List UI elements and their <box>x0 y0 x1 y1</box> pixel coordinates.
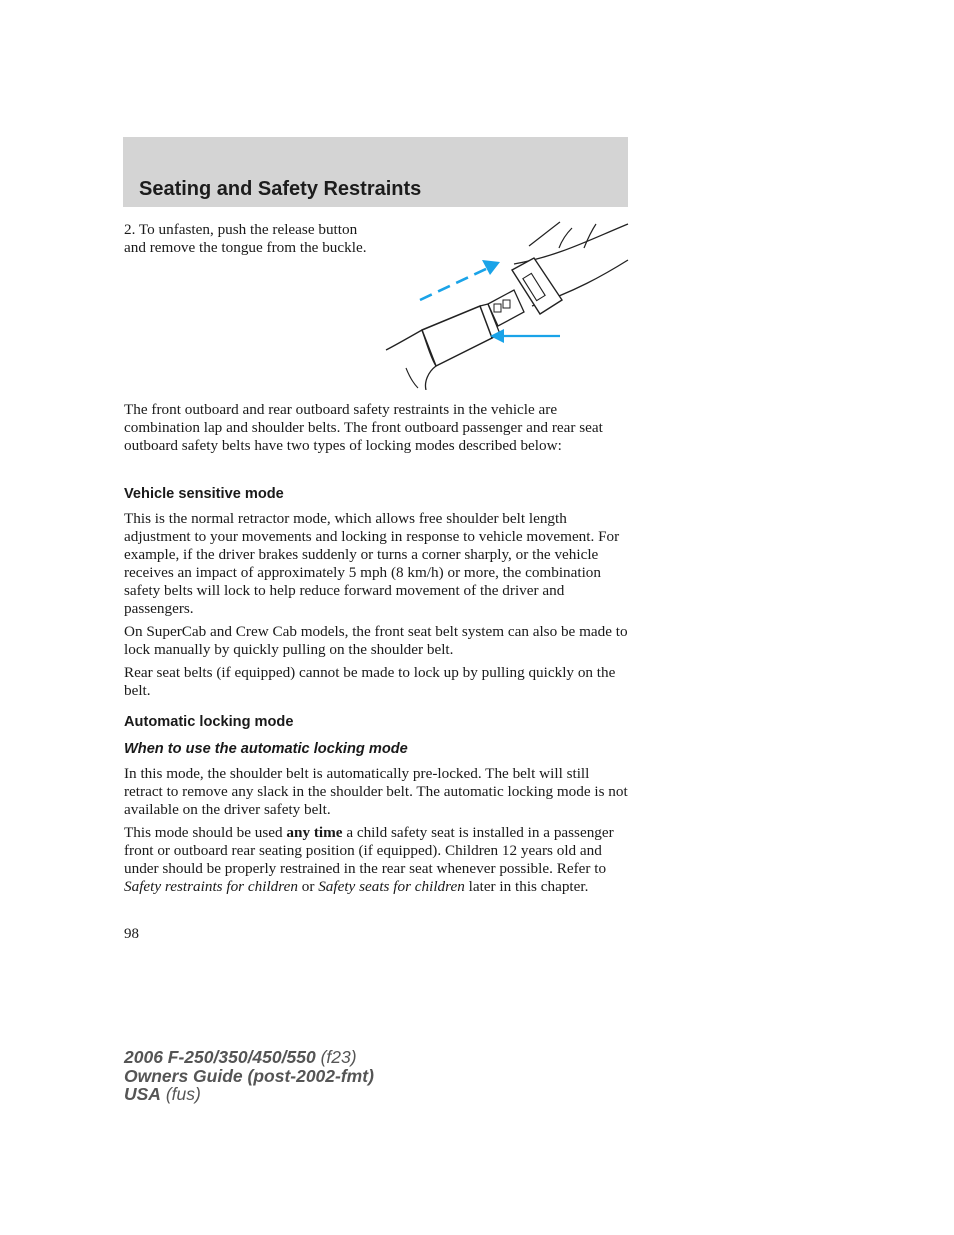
reference-safety-restraints-for-children: Safety restraints for children <box>124 877 298 895</box>
page-number: 98 <box>124 926 139 942</box>
heading-vehicle-sensitive-mode: Vehicle sensitive mode <box>124 486 284 502</box>
unfasten-step: 2. To unfasten, push the release button and remove the tongue from the buckle. <box>124 221 367 256</box>
footer-model-code: (f23) <box>315 1047 357 1067</box>
subheading-when-to-use: When to use the automatic locking mode <box>124 741 408 757</box>
footer-region: USA <box>124 1084 161 1104</box>
automatic-p2-text-c: or <box>297 877 319 895</box>
automatic-p2-text-a: This mode should be used <box>124 824 287 841</box>
footer-guide: Owners Guide (post-2002-fmt) <box>124 1065 374 1086</box>
vehicle-sensitive-paragraph-3: Rear seat belts (if equipped) cannot be made to lock up by pulling quickly on the belt. <box>124 664 616 699</box>
footer-model: 2006 F-250/350/450/550 <box>124 1047 316 1067</box>
automatic-paragraph-1: In this mode, the shoulder belt is automatically pre-locked. The belt will still retract to remove any slack in the shoulder belt. The automatic locking mode is not available on the driver safety belt. <box>124 765 628 818</box>
emphasis-any-time: any time <box>286 824 343 841</box>
vehicle-sensitive-paragraph-2: On SuperCab and Crew Cab models, the front seat belt system can also be made to lock manually by quickly pulling on the shoulder belt. <box>124 623 628 658</box>
automatic-p2-text-d: later in this chapter. <box>464 877 589 895</box>
pull-direction-arrow <box>420 268 488 300</box>
reference-safety-seats-for-children: Safety seats for children <box>318 877 465 895</box>
document-footer <box>124 1048 374 1104</box>
vehicle-sensitive-paragraph-1: This is the normal retractor mode, which allows free shoulder belt length adjustment to your movements and locking in response to vehicle movement. For example, if the driver brakes suddenly or turns a corner sharply, or the vehicle receives an impact of approximately 5 mph (8 km/h) or more, the combination safety belts will lock to help reduce forward movement of the driver and passengers. <box>124 510 620 617</box>
section-title: Seating and Safety Restraints <box>139 178 422 200</box>
section-header-band <box>123 137 628 207</box>
footer-region-code: (fus) <box>160 1084 201 1104</box>
seatbelt-release-illustration <box>384 220 630 390</box>
heading-automatic-locking-mode: Automatic locking mode <box>124 714 294 730</box>
intro-paragraph: The front outboard and rear outboard safety restraints in the vehicle are combination lap and shoulder belts. The front outboard passenger and rear seat outboard safety belts have two types of locking modes described below: <box>124 401 603 454</box>
automatic-p2-text-b: a child safety seat is installed in a passenger front or outboard rear seating position (if equipped). Children 12 years old and under should be properly restrained in the rear seat whenever possible. Refer to <box>124 824 614 877</box>
automatic-paragraph-2 <box>124 824 629 896</box>
